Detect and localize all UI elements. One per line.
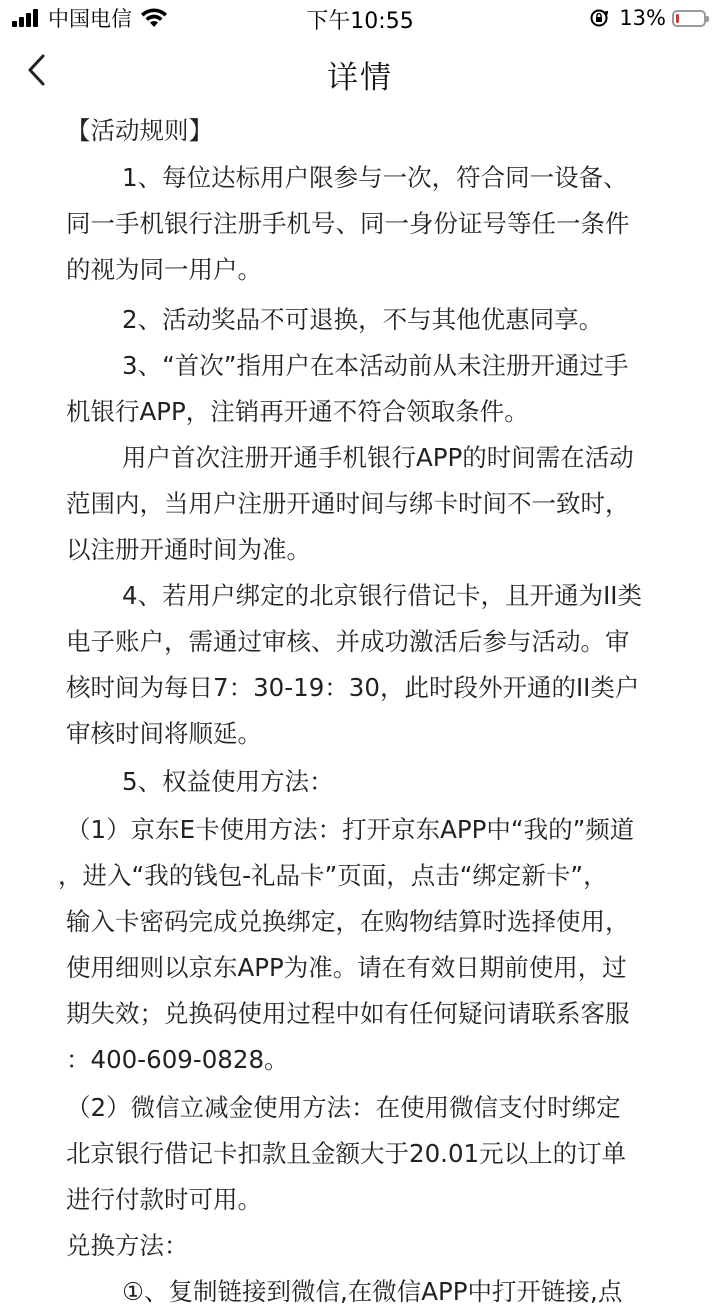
- rule-line: 以注册开通时间为准。: [66, 535, 311, 564]
- rule-line: 4、若用户绑定的北京银行借记卡，且开通为II类: [122, 581, 643, 610]
- battery-percent: 13%: [619, 6, 666, 30]
- rule-line: 范围内，当用户注册开通时间与绑卡时间不一致时，: [66, 489, 630, 518]
- rule-line: ，进入“我的钱包-礼品卡”页面，点击“绑定新卡”，: [58, 861, 608, 890]
- rule-line: 审核时间将顺延。: [66, 719, 262, 748]
- status-time: 下午10:55: [306, 9, 414, 34]
- rule-line: 用户首次注册开通手机银行APP的时间需在活动: [122, 443, 634, 472]
- status-bar: [0, 0, 720, 36]
- battery-fill: [676, 14, 679, 23]
- rule-line: 5、权益使用方法：: [122, 767, 334, 796]
- page-title: 详情: [327, 60, 393, 96]
- rule-line: 2、活动奖品不可退换，不与其他优惠同享。: [122, 305, 604, 334]
- rule-line: 电子账户，需通过审核、并成功激活后参与活动。审: [66, 627, 630, 656]
- carrier-name: 中国电信: [48, 7, 132, 31]
- rule-line: 兑换方法：: [66, 1231, 189, 1260]
- nav-bar: [0, 36, 720, 108]
- rule-line: ①、复制链接到微信,在微信APP中打开链接,点: [122, 1277, 623, 1306]
- rules-heading: 【活动规则】: [66, 116, 213, 145]
- rule-line: 进行付款时可用。: [66, 1185, 262, 1214]
- battery-icon: [672, 10, 706, 27]
- rule-line: 期失效；兑换码使用过程中如有任何疑问请联系客服: [66, 999, 630, 1028]
- rule-line: 1、每位达标用户限参与一次，符合同一设备、: [122, 163, 628, 192]
- rule-line: ：400-609-0828。: [66, 1045, 289, 1074]
- rule-line: 北京银行借记卡扣款且金额大于20.01元以上的订单: [66, 1139, 627, 1168]
- status-right: [589, 6, 706, 30]
- rule-line: （1）京东E卡使用方法：打开京东APP中“我的”频道: [66, 815, 635, 844]
- rule-line: 输入卡密码完成兑换绑定，在购物结算时选择使用，: [66, 907, 630, 936]
- rotation-lock-icon: [589, 8, 609, 28]
- rule-line: 同一手机银行注册手机号、同一身份证号等任一条件: [66, 209, 630, 238]
- rule-line: 核时间为每日7：30-19：30，此时段外开通的II类户: [66, 673, 640, 702]
- rule-line: 3、“首次”指用户在本活动前从未注册开通过手: [122, 351, 629, 380]
- rule-line: （2）微信立减金使用方法：在使用微信支付时绑定: [66, 1093, 621, 1122]
- rule-line: 使用细则以京东APP为准。请在有效日期前使用，过: [66, 953, 627, 982]
- rule-line: 机银行APP，注销再开通不符合领取条件。: [66, 397, 529, 426]
- rule-line: 的视为同一用户。: [66, 255, 262, 284]
